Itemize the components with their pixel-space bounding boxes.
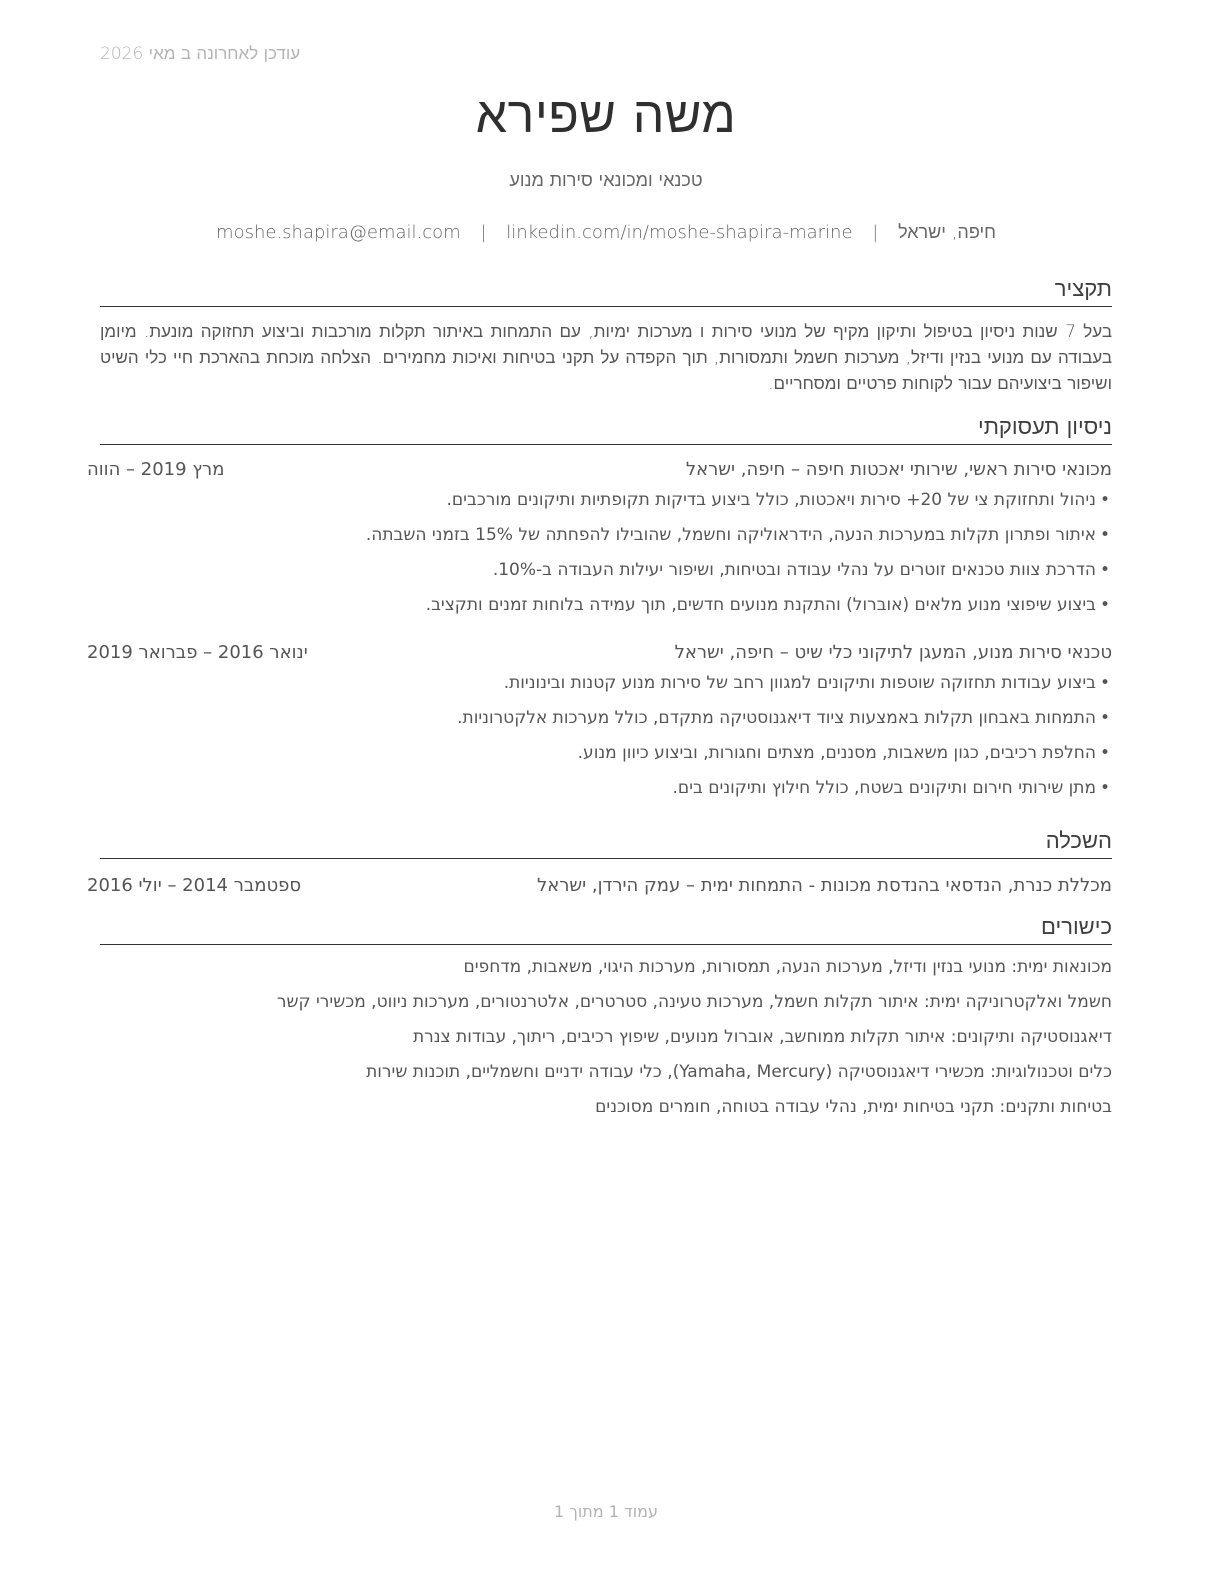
contact-email[interactable]: moshe.shapira@email.com: [216, 222, 461, 243]
job-bullet: • ניהול ותחזוקת צי של 20+ סירות ויאכטות, כולל ביצוע בדיקות תקופתיות ותיקונים מורכבים.: [100, 487, 1096, 513]
skill-line: דיאגנוסטיקה ותיקונים: איתור תקלות ממוחשב, אוברול מנועים, שיפוץ רכיבים, ריתוך, עבודות צנרת: [412, 1027, 1112, 1047]
job-bullet: • התמחות באבחון תקלות באמצעות ציוד דיאגנוסטיקה מתקדם, כולל מערכות אלקטרוניות.: [100, 705, 1096, 731]
education-entry: [87, 873, 1112, 899]
job-dates-wrap: [87, 457, 320, 483]
contact-location: חיפה, ישראל: [898, 222, 996, 243]
job-bullet: • החלפת רכיבים, כגון משאבות, מסננים, מצתים וחגורות, וביצוע כיוון מנוע.: [100, 740, 1096, 766]
skill-line: חשמל ואלקטרוניקה ימית: איתור תקלות חשמל, מערכות טעינה, סטרטרים, אלטרנטורים, מערכות ניווט, מכשירי קשר: [276, 992, 1112, 1012]
contact-line: [100, 222, 1112, 243]
job-entry: [87, 640, 1112, 801]
summary-title: תקציר: [100, 276, 1112, 307]
job-bullet: • ביצוע עבודות תחזוקה שוטפות ותיקונים למגוון רחב של סירות מנוע קטנות ובינוניות.: [100, 670, 1096, 696]
skills-section: [100, 914, 1112, 1120]
skill-line: כלים וטכנולוגיות: מכשירי דיאגנוסטיקה (Yamaha, Mercury), כלי עבודה ידניים וחשמליים, תוכנות שירות: [366, 1062, 1112, 1082]
education-section: [87, 828, 1112, 899]
job-bullets: [100, 487, 1112, 618]
job-header: [87, 457, 1112, 483]
job-dates: ינואר 2016 – פברואר 2019: [87, 642, 308, 663]
education-dates: ספטמבר 2014 – יולי 2016: [87, 875, 302, 896]
job-bullet: • הדרכת צוות טכנאים זוטרים על נהלי עבודה ובטיחות, ושיפור יעילות העבודה ב-10%.: [100, 557, 1096, 583]
page-number: עמוד 1 מתוך 1: [554, 1502, 658, 1521]
resume-page: [87, 0, 1113, 1584]
job-role: מכונאי סירות ראשי, שירותי יאכטות חיפה – חיפה, ישראל: [685, 459, 1112, 480]
job-header: [87, 640, 1112, 666]
contact-linkedin[interactable]: linkedin.com/in/moshe-shapira-marine: [506, 222, 853, 243]
experience-section: [87, 414, 1112, 810]
job-dates-wrap: [87, 640, 320, 666]
skill-line: מכונאות ימית: מנועי בנזין ודיזל, מערכות הנעה, תמסורות, מערכות היגוי, משאבות, מדחפים: [463, 957, 1112, 977]
job-bullets: [100, 670, 1112, 801]
job-bullet: • מתן שירותי חירום ותיקונים בשטח, כולל חילוץ ותיקונים בים.: [100, 775, 1096, 801]
candidate-name: משה שפירא: [475, 86, 737, 144]
contact-separator: |: [480, 222, 487, 243]
job-dates: מרץ 2019 – הווה: [87, 459, 225, 480]
job-bullet: • ביצוע שיפוצי מנוע מלאים (אוברול) והתקנת מנועים חדשים, תוך עמידה בלוחות זמנים ותקציב.: [100, 592, 1096, 618]
job-bullet: • איתור ופתרון תקלות במערכות הנעה, הידראוליקה וחשמל, שהובילו להפחתה של 15% בזמני השבתה.: [100, 522, 1096, 548]
skill-line: בטיחות ותקנים: תקני בטיחות ימית, נהלי עבודה בטוחה, חומרים מסוכנים: [595, 1097, 1112, 1117]
job-entry: [87, 457, 1112, 618]
education-dates-wrap: [87, 873, 320, 899]
last-updated: עודכן לאחרונה ב מאי 2026: [100, 44, 301, 64]
summary-text: בעל 7 שנות ניסיון בטיפול ותיקון מקיף של מנועי סירות ו מערכות ימיות, עם התמחות באיתור תקלות מורכבות וביצוע תחזוקה מונעת. מיומן בעבודה עם מנועי בנזין ודיזל, מערכות חשמל ותמסורות, תוך הקפדה על תקני בטיחות ואיכות מחמירים. הצלחה מוכחת בהארכת חיי כלי השיט ושיפור ביצועיהם עבור לקוחות פרטיים ומסחריים.: [100, 322, 1113, 394]
summary-section: [100, 276, 1112, 397]
education-title: השכלה: [100, 828, 1112, 859]
job-role: טכנאי סירות מנוע, המעגן לתיקוני כלי שיט – חיפה, ישראל: [674, 642, 1112, 663]
candidate-headline: טכנאי ומכונאי סירות מנוע: [509, 170, 703, 191]
skills-title: כישורים: [100, 914, 1112, 945]
experience-title: ניסיון תעסוקתי: [100, 414, 1112, 445]
education-school: מכללת כנרת, הנדסאי בהנדסת מכונות - התמחות ימית – עמק הירדן, ישראל: [536, 875, 1112, 896]
contact-separator: |: [872, 222, 879, 243]
